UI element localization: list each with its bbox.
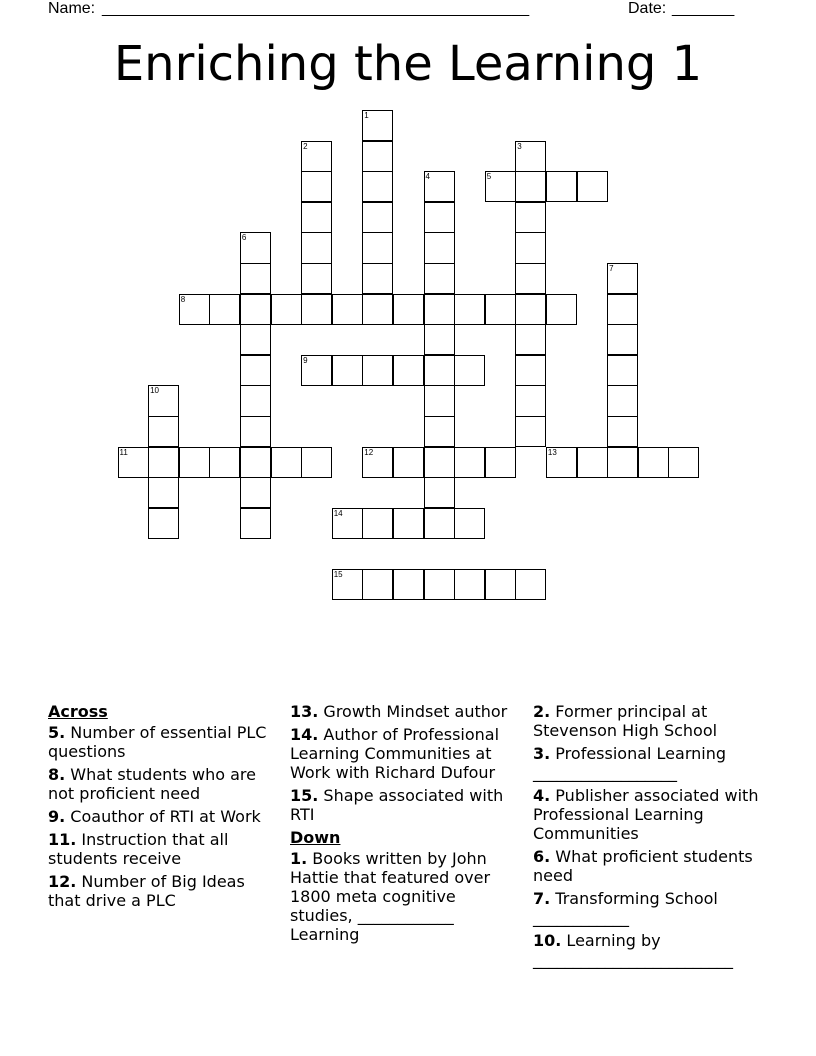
grid-cell[interactable] <box>424 385 455 416</box>
across-heading: Across <box>48 702 108 721</box>
across-clue <box>48 830 273 868</box>
grid-cell[interactable] <box>546 447 577 478</box>
grid-cell[interactable] <box>607 416 638 447</box>
grid-cell[interactable] <box>240 232 271 263</box>
grid-cell[interactable] <box>393 447 424 478</box>
grid-cell[interactable] <box>424 171 455 202</box>
grid-cell[interactable] <box>424 416 455 447</box>
grid-cell[interactable] <box>209 294 240 325</box>
clues-column-3 <box>533 702 773 973</box>
grid-cell[interactable] <box>607 324 638 355</box>
grid-cell[interactable] <box>240 355 271 386</box>
clues-column-2 <box>290 702 522 948</box>
down-clue <box>533 889 773 927</box>
down-clue <box>533 847 773 885</box>
grid-cell[interactable] <box>362 263 393 294</box>
clue-text: Number of Big Ideas that drive a PLC <box>48 872 245 910</box>
grid-cell[interactable] <box>607 385 638 416</box>
grid-cell[interactable] <box>240 416 271 447</box>
grid-cell[interactable] <box>515 355 546 386</box>
grid-cell[interactable] <box>515 416 546 447</box>
grid-cell[interactable] <box>454 447 485 478</box>
clue-label: 7. <box>533 889 551 908</box>
clue-number: 10 <box>150 386 159 396</box>
grid-cell[interactable] <box>515 232 546 263</box>
clue-number: 3 <box>517 141 522 151</box>
down-heading: Down <box>290 828 341 847</box>
clue-text: Growth Mindset author <box>318 702 508 721</box>
grid-cell[interactable] <box>362 294 393 325</box>
grid-cell[interactable] <box>362 171 393 202</box>
grid-cell[interactable] <box>179 294 210 325</box>
clue-number: 5 <box>486 172 492 182</box>
clue-text: Books written by John Hattie that featured over 1800 meta cognitive studies, ____________ Learning <box>290 849 491 944</box>
clue-text: Learning by _________________________ <box>533 931 733 969</box>
grid-cell[interactable] <box>393 508 424 539</box>
clue-label: 2. <box>533 702 551 721</box>
clue-number: 1 <box>364 111 369 120</box>
grid-cell[interactable] <box>362 141 393 172</box>
grid-cell[interactable] <box>607 355 638 386</box>
clue-text: Shape associated with RTI <box>290 786 504 824</box>
grid-cell[interactable] <box>485 294 516 325</box>
grid-cell[interactable] <box>424 355 455 386</box>
grid-cell[interactable] <box>362 569 393 600</box>
grid-cell[interactable] <box>179 447 210 478</box>
grid-cell[interactable] <box>424 232 455 263</box>
grid-cell[interactable] <box>607 294 638 325</box>
grid-cell[interactable] <box>424 447 455 478</box>
grid-cell[interactable] <box>240 477 271 508</box>
grid-cell[interactable] <box>515 202 546 233</box>
clue-number: 11 <box>119 447 128 457</box>
clue-label: 4. <box>533 786 551 805</box>
grid-cell[interactable] <box>148 447 179 478</box>
grid-cell[interactable] <box>607 263 638 294</box>
clue-label: 15. <box>290 786 319 805</box>
grid-cell[interactable] <box>515 385 546 416</box>
grid-cell[interactable] <box>240 294 271 325</box>
clue-number: 13 <box>547 447 557 457</box>
grid-cell[interactable] <box>515 263 546 294</box>
grid-cell[interactable] <box>240 447 271 478</box>
clue-label: 12. <box>48 872 77 891</box>
grid-cell[interactable] <box>393 569 424 600</box>
clue-label: 13. <box>290 702 319 721</box>
grid-cell[interactable] <box>454 569 485 600</box>
grid-cell[interactable] <box>668 447 699 478</box>
grid-cell[interactable] <box>485 447 516 478</box>
across-clue <box>48 765 273 803</box>
clues-column-1 <box>48 702 273 914</box>
clue-text: Professional Learning __________________ <box>533 744 727 782</box>
across-clue <box>48 872 273 910</box>
across-clue <box>290 725 522 782</box>
grid-cell[interactable] <box>424 294 455 325</box>
grid-cell[interactable] <box>454 294 485 325</box>
grid-cell[interactable] <box>454 355 485 386</box>
grid-cell[interactable] <box>485 171 516 202</box>
grid-cell[interactable] <box>515 324 546 355</box>
clue-number: 12 <box>364 447 374 457</box>
grid-cell[interactable] <box>301 141 332 172</box>
grid-cell[interactable] <box>148 508 179 539</box>
clue-label: 10. <box>533 931 562 950</box>
grid-cell[interactable] <box>454 508 485 539</box>
grid-cell[interactable] <box>332 294 363 325</box>
grid-cell[interactable] <box>240 324 271 355</box>
grid-cell[interactable] <box>240 263 271 294</box>
grid-cell[interactable] <box>271 447 302 478</box>
grid-cell[interactable] <box>638 447 669 478</box>
grid-cell[interactable] <box>362 110 393 141</box>
grid-cell[interactable] <box>148 385 179 416</box>
clue-text: Transforming School ____________ <box>533 889 718 927</box>
clue-label: 9. <box>48 807 66 826</box>
date-label: Date: <box>628 0 667 17</box>
grid-cell[interactable] <box>362 232 393 263</box>
grid-cell[interactable] <box>301 355 332 386</box>
clue-text: Coauthor of RTI at Work <box>65 807 261 826</box>
clue-text: Instruction that all students receive <box>48 830 229 868</box>
clue-label: 1. <box>290 849 308 868</box>
clue-number: 4 <box>425 172 430 182</box>
clue-number: 15 <box>333 570 343 579</box>
down-clue <box>290 849 522 944</box>
grid-cell[interactable] <box>301 171 332 202</box>
grid-cell[interactable] <box>332 355 363 386</box>
across-clue <box>290 702 522 721</box>
clue-text: Publisher associated with Professional Learning Communities <box>533 786 759 843</box>
grid-cell[interactable] <box>301 263 332 294</box>
grid-cell[interactable] <box>240 508 271 539</box>
across-clue <box>290 786 522 824</box>
down-clue <box>533 931 773 969</box>
clue-label: 8. <box>48 765 66 784</box>
across-clue <box>48 807 273 826</box>
grid-cell[interactable] <box>424 477 455 508</box>
grid-cell[interactable] <box>362 355 393 386</box>
grid-cell[interactable] <box>607 447 638 478</box>
grid-cell[interactable] <box>577 171 608 202</box>
grid-cell[interactable] <box>515 171 546 202</box>
grid-cell[interactable] <box>515 141 546 172</box>
name-blank[interactable]: ________________________________________________ <box>102 0 530 17</box>
down-clue <box>533 702 773 740</box>
clue-text: Number of essential PLC questions <box>48 723 267 761</box>
clue-text: Author of Professional Learning Communities at Work with Richard Dufour <box>290 725 500 782</box>
grid-cell[interactable] <box>362 508 393 539</box>
grid-cell[interactable] <box>546 171 577 202</box>
grid-cell[interactable] <box>424 569 455 600</box>
clue-text: What proficient students need <box>533 847 753 885</box>
grid-cell[interactable] <box>301 294 332 325</box>
across-clue <box>48 723 273 761</box>
clue-number: 14 <box>333 508 343 518</box>
grid-cell[interactable] <box>332 569 363 600</box>
grid-cell[interactable] <box>301 447 332 478</box>
grid-cell[interactable] <box>209 447 240 478</box>
grid-cell[interactable] <box>118 447 149 478</box>
grid-cell[interactable] <box>546 294 577 325</box>
grid-cell[interactable] <box>393 294 424 325</box>
grid-cell[interactable] <box>332 508 363 539</box>
grid-cell[interactable] <box>424 202 455 233</box>
clue-label: 5. <box>48 723 66 742</box>
date-blank[interactable]: _______ <box>672 0 735 17</box>
grid-cell[interactable] <box>362 447 393 478</box>
clue-number: 9 <box>303 355 308 365</box>
clue-text: What students who are not proficient need <box>48 765 256 803</box>
clue-label: 11. <box>48 830 77 849</box>
grid-cell[interactable] <box>424 508 455 539</box>
puzzle-title: Enriching the Learning 1 <box>113 36 703 92</box>
clue-label: 6. <box>533 847 551 866</box>
clue-label: 3. <box>533 744 551 763</box>
grid-cell[interactable] <box>393 355 424 386</box>
name-label: Name: <box>48 0 96 17</box>
down-clue <box>533 744 773 782</box>
grid-cell[interactable] <box>485 569 516 600</box>
grid-cell[interactable] <box>240 385 271 416</box>
grid-cell[interactable] <box>148 416 179 447</box>
grid-cell[interactable] <box>424 263 455 294</box>
clue-number: 7 <box>609 264 614 273</box>
clue-number: 8 <box>180 294 186 304</box>
grid-cell[interactable] <box>515 294 546 325</box>
grid-cell[interactable] <box>301 202 332 233</box>
grid-cell[interactable] <box>424 324 455 355</box>
down-clue <box>533 786 773 843</box>
grid-cell[interactable] <box>301 232 332 263</box>
clue-number: 2 <box>303 141 308 151</box>
grid-cell[interactable] <box>362 202 393 233</box>
grid-cell[interactable] <box>515 569 546 600</box>
clue-label: 14. <box>290 725 319 744</box>
grid-cell[interactable] <box>148 477 179 508</box>
grid-cell[interactable] <box>271 294 302 325</box>
grid-cell[interactable] <box>577 447 608 478</box>
clue-number: 6 <box>241 233 247 243</box>
clue-text: Former principal at Stevenson High School <box>533 702 718 740</box>
